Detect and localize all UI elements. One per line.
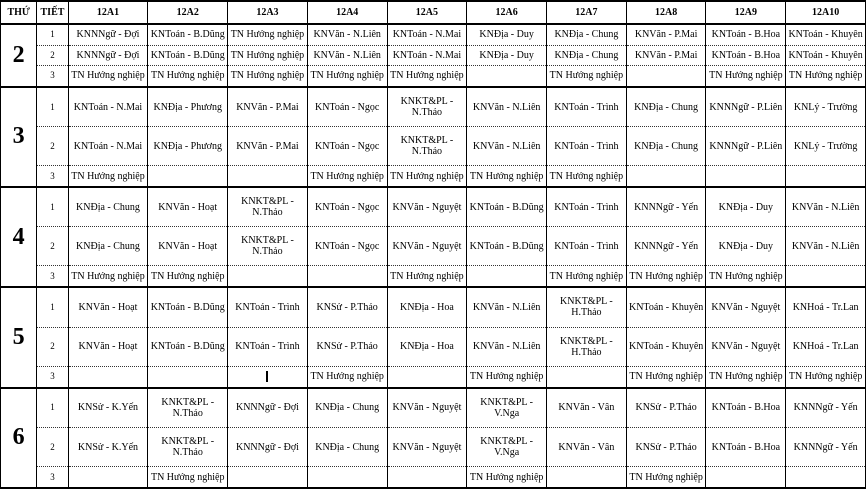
schedule-cell: TN Hướng nghiệp (706, 266, 786, 287)
timetable-row (1, 266, 866, 287)
header-class: 12A6 (467, 1, 547, 24)
header-class: 12A4 (307, 1, 387, 24)
schedule-cell: TN Hướng nghiệp (68, 266, 148, 287)
schedule-cell: TN Hướng nghiệp (387, 166, 467, 187)
schedule-cell: TN Hướng nghiệp (706, 366, 786, 388)
schedule-cell (307, 266, 387, 287)
schedule-cell: KNToán - Khuyên (626, 287, 706, 327)
schedule-cell: KNSử - P.Thảo (626, 428, 706, 467)
schedule-cell (467, 66, 547, 87)
schedule-cell: KNToán - B.Hoa (706, 428, 786, 467)
schedule-cell: KNSử - P.Thảo (626, 388, 706, 428)
period-number: 2 (37, 127, 68, 166)
header-class: 12A5 (387, 1, 467, 24)
schedule-cell: TN Hướng nghiệp (307, 166, 387, 187)
schedule-cell: KNToán - B.Hoa (706, 45, 786, 65)
schedule-cell: KNNNgữ - P.Liên (706, 127, 786, 166)
schedule-cell: TN Hướng nghiệp (228, 24, 308, 45)
schedule-cell: KNNNgữ - Đợi (68, 45, 148, 65)
schedule-cell (148, 166, 228, 187)
schedule-cell: KNĐịa - Duy (467, 24, 547, 45)
schedule-cell: KNVăn - N.Liên (786, 227, 866, 266)
schedule-cell: KNToán - B.Dũng (467, 187, 547, 227)
schedule-cell (228, 467, 308, 488)
schedule-cell: KNToán - B.Hoa (706, 24, 786, 45)
schedule-cell: KNSử - K.Yến (68, 428, 148, 467)
schedule-cell: KNNNgữ - Yến (786, 388, 866, 428)
schedule-cell: TN Hướng nghiệp (387, 266, 467, 287)
schedule-cell: TN Hướng nghiệp (786, 366, 866, 388)
schedule-cell: KNToán - B.Dũng (148, 24, 228, 45)
schedule-cell: KNĐịa - Chung (307, 428, 387, 467)
schedule-cell: KNKT&PL - N.Thảo (148, 428, 228, 467)
header-day: THỨ (1, 1, 37, 24)
schedule-cell: KNToán - Trình (547, 227, 627, 266)
schedule-cell: KNKT&PL - N.Thảo (228, 187, 308, 227)
schedule-cell: KNĐịa - Chung (547, 24, 627, 45)
schedule-cell (228, 166, 308, 187)
timetable-body (1, 24, 866, 488)
day-label: 5 (1, 287, 37, 388)
schedule-cell (387, 366, 467, 388)
timetable-row (1, 24, 866, 45)
schedule-cell: TN Hướng nghiệp (786, 66, 866, 87)
schedule-cell: TN Hướng nghiệp (148, 467, 228, 488)
day-label: 2 (1, 24, 37, 87)
schedule-cell: KNToán - B.Dũng (148, 45, 228, 65)
schedule-cell: KNToán - B.Hoa (706, 388, 786, 428)
period-number: 1 (37, 24, 68, 45)
schedule-cell: KNVăn - Hoạt (148, 187, 228, 227)
cursor-mark (266, 371, 268, 382)
timetable-row (1, 366, 866, 388)
period-number: 3 (37, 366, 68, 388)
header-class: 12A1 (68, 1, 148, 24)
schedule-cell: KNToán - Trình (228, 287, 308, 327)
schedule-cell (547, 467, 627, 488)
schedule-cell: KNToán - N.Mai (68, 87, 148, 127)
header-class: 12A9 (706, 1, 786, 24)
header-class: 12A10 (786, 1, 866, 24)
schedule-cell (626, 66, 706, 87)
schedule-cell: KNKT&PL - N.Thảo (387, 127, 467, 166)
schedule-cell: KNVăn - N.Liên (467, 287, 547, 327)
schedule-cell: KNHoá - Tr.Lan (786, 327, 866, 366)
schedule-cell: KNVăn - Nguyệt (387, 187, 467, 227)
schedule-cell: KNKT&PL - H.Thảo (547, 287, 627, 327)
period-number: 2 (37, 45, 68, 65)
schedule-cell (148, 366, 228, 388)
period-number: 1 (37, 87, 68, 127)
day-label: 6 (1, 388, 37, 488)
schedule-cell: KNVăn - Nguyệt (706, 327, 786, 366)
timetable-row (1, 66, 866, 87)
schedule-cell: KNToán - B.Dũng (148, 327, 228, 366)
schedule-cell: KNKT&PL - N.Thảo (148, 388, 228, 428)
header-period: TIẾT (37, 1, 68, 24)
schedule-cell: TN Hướng nghiệp (307, 366, 387, 388)
schedule-cell: KNĐịa - Hoa (387, 327, 467, 366)
timetable-row (1, 187, 866, 227)
schedule-cell: KNToán - N.Mai (387, 24, 467, 45)
schedule-cell (786, 266, 866, 287)
schedule-cell: KNToán - Ngọc (307, 227, 387, 266)
schedule-cell (706, 166, 786, 187)
schedule-cell: KNVăn - N.Liên (307, 24, 387, 45)
schedule-cell: KNVăn - Nguyệt (387, 428, 467, 467)
header-class: 12A2 (148, 1, 228, 24)
schedule-cell: KNĐịa - Chung (68, 187, 148, 227)
schedule-cell: KNNNgữ - Đợi (68, 24, 148, 45)
header-row (1, 1, 866, 24)
schedule-cell: TN Hướng nghiệp (626, 266, 706, 287)
schedule-cell: KNSử - P.Thảo (307, 287, 387, 327)
schedule-cell: KNVăn - Hoạt (148, 227, 228, 266)
schedule-cell: KNVăn - Vân (547, 388, 627, 428)
schedule-cell: KNVăn - P.Mai (626, 45, 706, 65)
schedule-cell: KNToán - Ngọc (307, 127, 387, 166)
schedule-cell: KNToán - Trình (547, 87, 627, 127)
period-number: 2 (37, 227, 68, 266)
schedule-cell: KNToán - N.Mai (387, 45, 467, 65)
schedule-cell: KNĐịa - Chung (307, 388, 387, 428)
schedule-cell: KNĐịa - Phương (148, 87, 228, 127)
schedule-cell: KNNNgữ - Yến (626, 187, 706, 227)
schedule-cell: KNĐịa - Chung (626, 127, 706, 166)
schedule-cell (228, 366, 308, 388)
schedule-cell: KNKT&PL - N.Thảo (387, 87, 467, 127)
schedule-cell: KNNNgữ - Yến (626, 227, 706, 266)
schedule-cell (626, 166, 706, 187)
schedule-cell (307, 467, 387, 488)
schedule-cell: TN Hướng nghiệp (68, 166, 148, 187)
schedule-cell: KNĐịa - Chung (626, 87, 706, 127)
timetable-row (1, 388, 866, 428)
timetable-row (1, 428, 866, 467)
schedule-cell: TN Hướng nghiệp (387, 66, 467, 87)
schedule-cell (786, 467, 866, 488)
schedule-cell: TN Hướng nghiệp (228, 45, 308, 65)
schedule-cell: TN Hướng nghiệp (626, 467, 706, 488)
schedule-cell: KNLý - Trường (786, 87, 866, 127)
period-number: 3 (37, 467, 68, 488)
schedule-cell (706, 467, 786, 488)
schedule-cell: TN Hướng nghiệp (467, 166, 547, 187)
schedule-cell: KNToán - B.Dũng (467, 227, 547, 266)
schedule-cell (547, 366, 627, 388)
schedule-cell: TN Hướng nghiệp (148, 266, 228, 287)
period-number: 2 (37, 428, 68, 467)
schedule-cell: TN Hướng nghiệp (228, 66, 308, 87)
period-number: 3 (37, 266, 68, 287)
schedule-cell (68, 366, 148, 388)
schedule-cell: KNVăn - P.Mai (228, 87, 308, 127)
timetable-row (1, 467, 866, 488)
schedule-cell: TN Hướng nghiệp (547, 266, 627, 287)
timetable-row (1, 287, 866, 327)
schedule-cell: KNLý - Trường (786, 127, 866, 166)
schedule-cell: KNĐịa - Hoa (387, 287, 467, 327)
schedule-cell: KNVăn - N.Liên (786, 187, 866, 227)
schedule-cell: KNKT&PL - N.Thảo (228, 227, 308, 266)
schedule-cell: TN Hướng nghiệp (68, 66, 148, 87)
schedule-cell (786, 166, 866, 187)
schedule-cell: KNSử - P.Thảo (307, 327, 387, 366)
schedule-cell: KNVăn - N.Liên (307, 45, 387, 65)
schedule-cell: KNNNgữ - Yến (786, 428, 866, 467)
schedule-cell: TN Hướng nghiệp (148, 66, 228, 87)
period-number: 1 (37, 187, 68, 227)
schedule-cell (68, 467, 148, 488)
schedule-cell: KNVăn - Vân (547, 428, 627, 467)
schedule-cell: KNĐịa - Chung (547, 45, 627, 65)
schedule-cell: KNVăn - N.Liên (467, 127, 547, 166)
schedule-cell: KNVăn - N.Liên (467, 327, 547, 366)
timetable-row (1, 127, 866, 166)
schedule-cell: KNToán - B.Dũng (148, 287, 228, 327)
schedule-cell: TN Hướng nghiệp (467, 467, 547, 488)
schedule-cell: KNToán - Trình (547, 127, 627, 166)
schedule-cell: KNToán - Trình (228, 327, 308, 366)
header-class: 12A8 (626, 1, 706, 24)
schedule-cell: KNKT&PL - V.Nga (467, 388, 547, 428)
schedule-cell: TN Hướng nghiệp (467, 366, 547, 388)
schedule-cell: TN Hướng nghiệp (706, 66, 786, 87)
schedule-cell: KNĐịa - Duy (706, 187, 786, 227)
schedule-cell (228, 266, 308, 287)
timetable-row (1, 87, 866, 127)
schedule-cell: KNĐịa - Duy (467, 45, 547, 65)
schedule-cell: KNĐịa - Chung (68, 227, 148, 266)
schedule-cell: KNVăn - Hoạt (68, 287, 148, 327)
schedule-cell: TN Hướng nghiệp (547, 66, 627, 87)
period-number: 1 (37, 287, 68, 327)
schedule-cell: KNNNgữ - Đợi (228, 428, 308, 467)
schedule-cell (467, 266, 547, 287)
period-number: 3 (37, 66, 68, 87)
schedule-cell: KNToán - Ngọc (307, 87, 387, 127)
schedule-cell (387, 467, 467, 488)
schedule-cell: KNToán - Khuyên (626, 327, 706, 366)
schedule-cell: KNĐịa - Phương (148, 127, 228, 166)
schedule-cell: KNSử - K.Yến (68, 388, 148, 428)
schedule-cell: KNVăn - Hoạt (68, 327, 148, 366)
schedule-cell: KNHoá - Tr.Lan (786, 287, 866, 327)
timetable-row (1, 45, 866, 65)
schedule-cell: KNNNgữ - Đợi (228, 388, 308, 428)
schedule-cell: KNVăn - P.Mai (228, 127, 308, 166)
schedule-cell: KNVăn - Nguyệt (387, 388, 467, 428)
schedule-cell: KNVăn - Nguyệt (706, 287, 786, 327)
timetable-row (1, 227, 866, 266)
period-number: 2 (37, 327, 68, 366)
timetable-row (1, 166, 866, 187)
schedule-cell: KNToán - Trình (547, 187, 627, 227)
day-label: 4 (1, 187, 37, 287)
schedule-cell: KNVăn - N.Liên (467, 87, 547, 127)
schedule-cell: KNToán - Khuyên (786, 45, 866, 65)
schedule-cell: TN Hướng nghiệp (307, 66, 387, 87)
schedule-cell: KNKT&PL - V.Nga (467, 428, 547, 467)
timetable-row (1, 327, 866, 366)
schedule-cell: TN Hướng nghiệp (626, 366, 706, 388)
period-number: 3 (37, 166, 68, 187)
schedule-cell: KNToán - Ngọc (307, 187, 387, 227)
schedule-cell: KNĐịa - Duy (706, 227, 786, 266)
header-class: 12A7 (547, 1, 627, 24)
schedule-cell: KNVăn - Nguyệt (387, 227, 467, 266)
schedule-cell: KNToán - N.Mai (68, 127, 148, 166)
schedule-cell: KNKT&PL - H.Thảo (547, 327, 627, 366)
schedule-cell: TN Hướng nghiệp (547, 166, 627, 187)
day-label: 3 (1, 87, 37, 187)
header-class: 12A3 (228, 1, 308, 24)
schedule-cell: KNToán - Khuyên (786, 24, 866, 45)
period-number: 1 (37, 388, 68, 428)
schedule-cell: KNNNgữ - P.Liên (706, 87, 786, 127)
schedule-cell: KNVăn - P.Mai (626, 24, 706, 45)
